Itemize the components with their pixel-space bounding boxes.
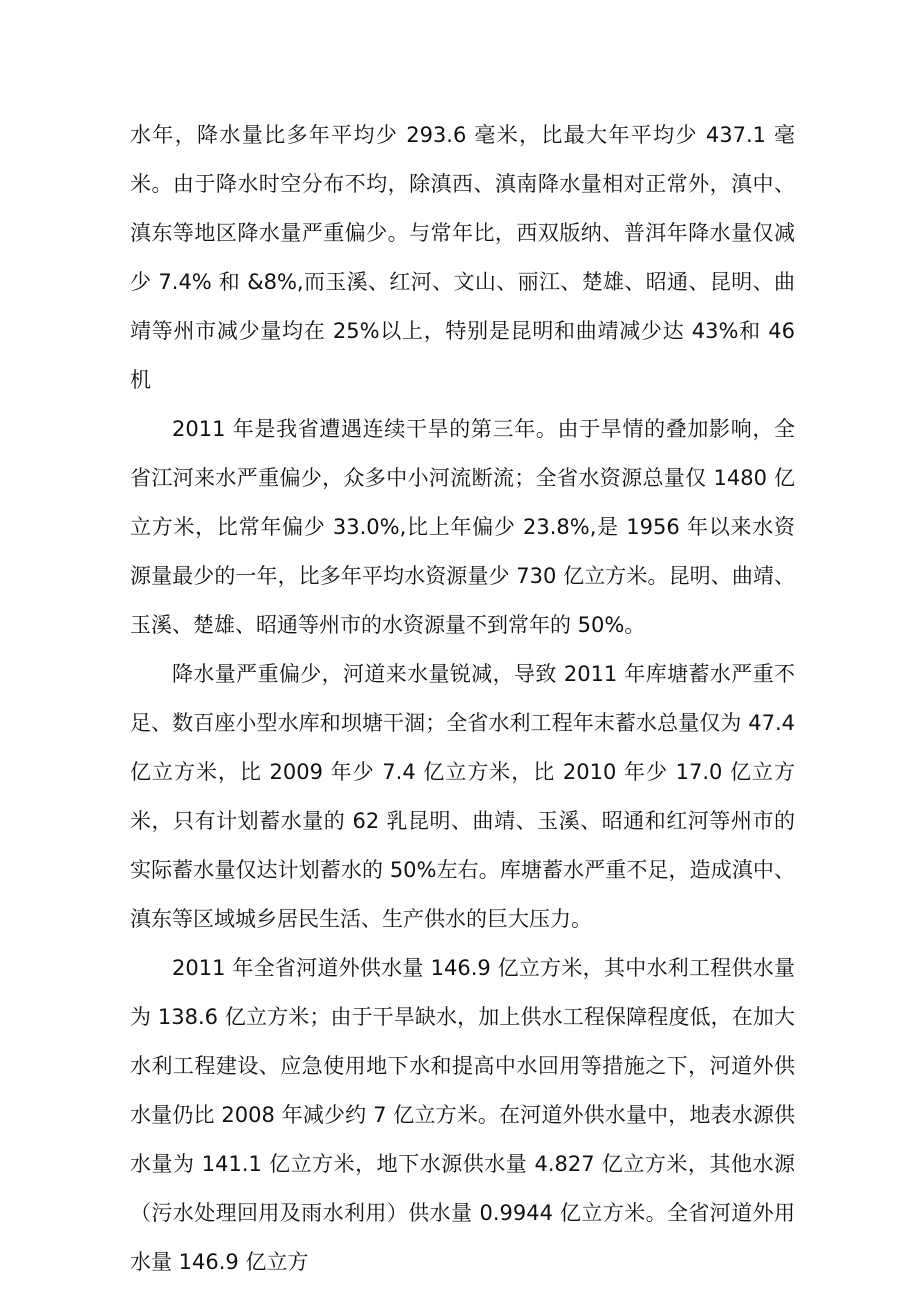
document-body — [130, 111, 795, 1287]
paragraph-reservoir-storage: 降水量严重偏少，河道来水量锐减，导致 2011 年库塘蓄水严重不足、数百座小型水库和坝塘干涸；全省水利工程年末蓄水总量仅为 47.4 亿立方米，比 2009 年少 7.4 亿立方米，比 2010 年少 17.0 亿立方米，只有计划蓄水量的 62 乳昆明、曲靖、玉溪、昭通和红河等州市的实际蓄水量仅达计划蓄水的 50%左右。库塘蓄水严重不足，造成滇中、滇东等区域城乡居民生活、生产供水的巨大压力。 — [130, 662, 795, 931]
paragraph-water-supply: 2011 年全省河道外供水量 146.9 亿立方米，其中水利工程供水量为 138.6 亿立方米；由于干旱缺水，加上供水工程保障程度低，在加大水利工程建设、应急使用地下水和提高中水回用等措施之下，河道外供水量仍比 2008 年减少约 7 亿立方米。在河道外供水量中，地表水源供水量为 141.1 亿立方米，地下水源供水量 4.827 亿立方米，其他水源（污水处理回用及雨水利用）供水量 0.9944 亿立方米。全省河道外用水量 146.9 亿立方 — [130, 956, 795, 1274]
paragraph-water-resources: 2011 年是我省遭遇连续干旱的第三年。由于旱情的叠加影响，全省江河来水严重偏少，众多中小河流断流；全省水资源总量仅 1480 亿立方米，比常年偏少 33.0%,比上年偏少 23.8%,是 1956 年以来水资源量最少的一年，比多年平均水资源量少 730 亿立方米。昆明、曲靖、玉溪、楚雄、昭通等州市的水资源量不到常年的 50%。 — [130, 417, 795, 637]
paragraph-continued: 水年，降水量比多年平均少 293.6 毫米，比最大年平均少 437.1 毫米。由于降水时空分布不均，除滇西、滇南降水量相对正常外，滇中、滇东等地区降水量严重偏少。与常年比，西双版纳、普洱年降水量仅减少 7.4% 和 &8%,而玉溪、红河、文山、丽江、楚雄、昭通、昆明、曲靖等州市减少量均在 25%以上，特别是昆明和曲靖减少达 43%和 46 机 — [130, 123, 795, 392]
